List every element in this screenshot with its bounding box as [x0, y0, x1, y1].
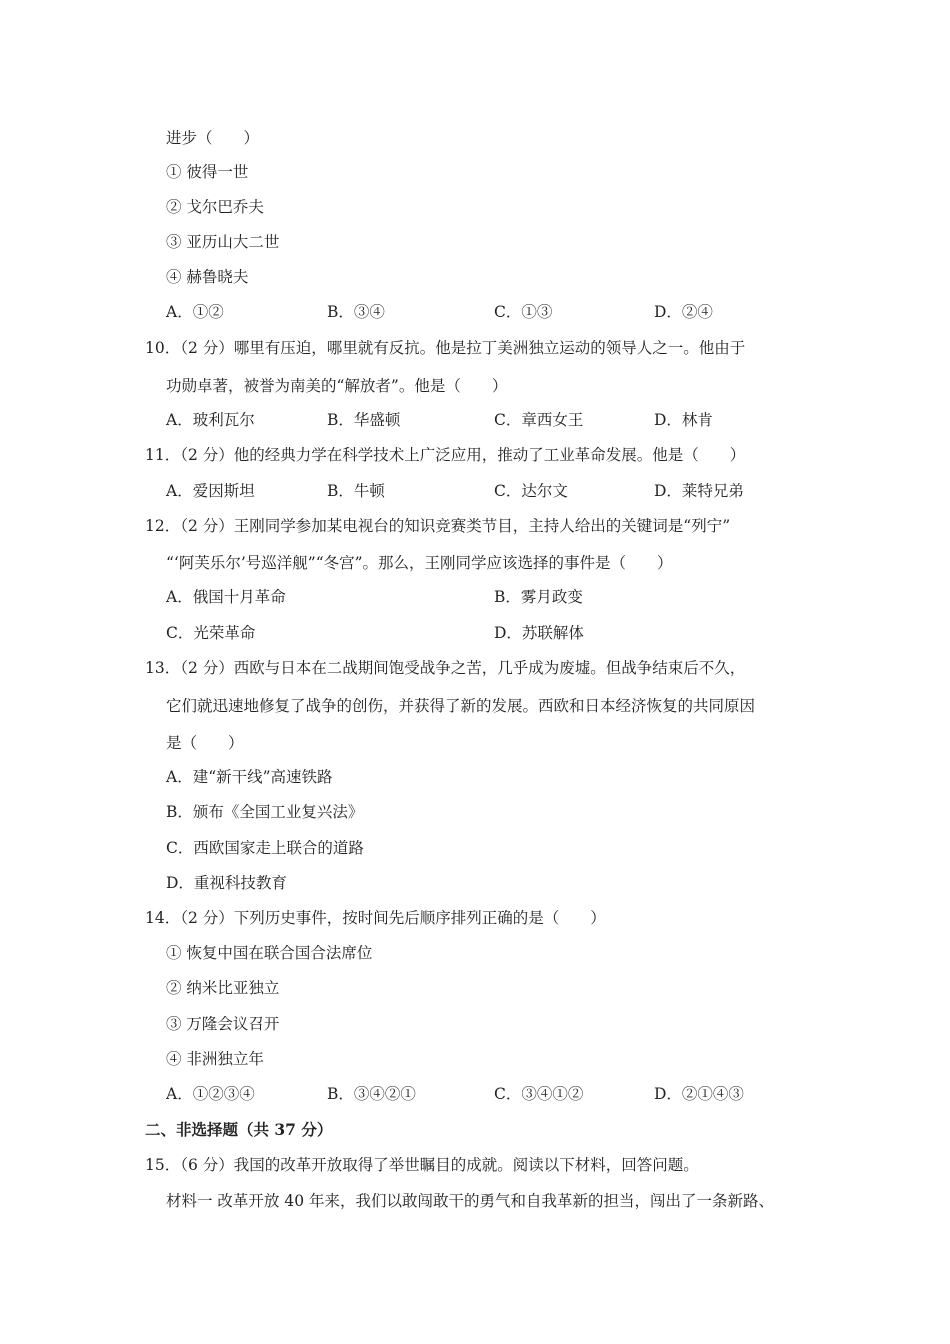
q10-option-a: A．玻利瓦尔 — [166, 411, 255, 429]
q14-stem-line1: 14．（2 分）下列历史事件，按时间先后顺序排列正确的是（ ） — [145, 909, 606, 927]
q15-material-line: 材料一 改革开放 40 年来，我们以敢闯敢干的勇气和自我革新的担当，闯出了一条新路、 — [166, 1192, 775, 1210]
q13-stem-line1: 13．（2 分）西欧与日本在二战期间饱受战争之苦，几乎成为废墟。但战争结束后不久， — [145, 659, 746, 677]
q12-option-d: D．苏联解体 — [494, 624, 584, 642]
q9-option-b: B．③④ — [327, 303, 385, 321]
q12-option-c: C．光荣革命 — [166, 624, 256, 642]
q10-option-d: D．林肯 — [654, 411, 713, 429]
q9-stem-cont: 进步（ ） — [166, 129, 260, 147]
q10-option-c: C．章西女王 — [494, 411, 584, 429]
q10-stem-line1: 10．（2 分）哪里有压迫，哪里就有反抗。他是拉丁美洲独立运动的领导人之一。他由于 — [145, 339, 746, 357]
q12-stem-line1: 12．（2 分）王刚同学参加某电视台的知识竞赛类节目，主持人给出的关键词是“列宁” — [145, 517, 731, 535]
q14-item-2: ② 纳米比亚独立 — [166, 979, 280, 997]
q11-stem-line1: 11．（2 分）他的经典力学在科学技术上广泛应用，推动了工业革命发展。他是（ ） — [145, 446, 746, 464]
q13-option-a: A．建“新干线”高速铁路 — [166, 768, 333, 786]
q9-item-1: ① 彼得一世 — [166, 163, 249, 181]
q9-item-4: ④ 赫鲁晓夫 — [166, 268, 249, 286]
q14-option-c: C．③④①② — [494, 1085, 584, 1103]
q9-item-2: ② 戈尔巴乔夫 — [166, 198, 264, 216]
q9-option-c: C．①③ — [494, 303, 553, 321]
q11-option-d: D．莱特兄弟 — [654, 482, 744, 500]
q15-stem-line1: 15．（6 分）我国的改革开放取得了举世瞩目的成就。阅读以下材料，回答问题。 — [145, 1156, 699, 1174]
q11-option-b: B．牛顿 — [327, 482, 385, 500]
q11-option-c: C．达尔文 — [494, 482, 568, 500]
q13-option-b: B．颁布《全国工业复兴法》 — [166, 803, 364, 821]
q14-item-1: ① 恢复中国在联合国合法席位 — [166, 944, 373, 962]
q12-option-a: A．俄国十月革命 — [166, 588, 286, 606]
q13-option-c: C．西欧国家走上联合的道路 — [166, 839, 364, 857]
q9-option-a: A．①② — [166, 303, 224, 321]
q14-option-d: D．②①④③ — [654, 1085, 744, 1103]
q9-option-d: D．②④ — [654, 303, 713, 321]
q10-stem-line2: 功勋卓著，被誉为南美的“解放者”。他是（ ） — [166, 377, 508, 395]
q11-option-a: A．爱因斯坦 — [166, 482, 255, 500]
q14-option-a: A．①②③④ — [166, 1085, 255, 1103]
q13-stem-line3: 是（ ） — [166, 734, 244, 752]
q10-option-b: B．华盛顿 — [327, 411, 401, 429]
q14-item-4: ④ 非洲独立年 — [166, 1050, 264, 1068]
q14-item-3: ③ 万隆会议召开 — [166, 1015, 280, 1033]
q12-option-b: B．雾月政变 — [494, 588, 583, 606]
q13-stem-line2: 它们就迅速地修复了战争的创伤，并获得了新的发展。西欧和日本经济恢复的共同原因 — [166, 697, 756, 715]
section-heading: 二、非选择题（共 37 分） — [145, 1120, 333, 1139]
q12-stem-line2: “‘阿芙乐尔’号巡洋舰”“冬宫”。那么，王刚同学应该选择的事件是（ ） — [166, 554, 673, 572]
q9-item-3: ③ 亚历山大二世 — [166, 233, 280, 251]
q13-option-d: D．重视科技教育 — [166, 874, 287, 892]
q14-option-b: B．③④②① — [327, 1085, 416, 1103]
